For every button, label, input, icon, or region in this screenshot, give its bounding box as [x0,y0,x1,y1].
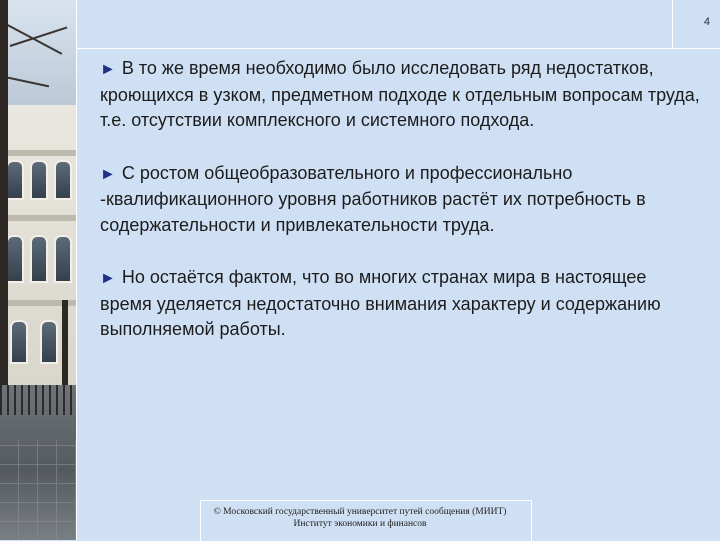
building-window [54,160,72,200]
bullet-arrow-icon: ► [100,270,116,287]
building-window [6,235,24,283]
paragraph-2 [100,161,700,239]
building-window [30,235,48,283]
building-photo [0,0,76,540]
fence [0,385,76,415]
building-cornice [0,215,76,221]
paragraph-text: Но остаётся фактом, что во многих странах мира в настоящее время уделяется недостаточно внимания характеру и содержанию выполняемой работы. [100,267,661,339]
page-number: 4 [703,16,710,28]
paragraph-3 [100,265,700,343]
building-window [6,160,24,200]
slide-content [100,56,700,343]
building-window [30,160,48,200]
building-window [54,235,72,283]
building-window [10,320,28,364]
frame-line-top [76,48,720,49]
paving-tiles [0,440,76,540]
paragraph-1 [100,56,700,134]
photo-sky [0,0,76,120]
building-cornice [0,150,76,156]
footer-line-1: © Московский государственный университет путей сообщения (МИИТ) [213,507,507,517]
footer-line-2: Институт экономики и финансов [293,519,427,529]
footer [150,506,570,530]
paragraph-text: С ростом общеобразовательного и профессионально -квалификационного уровня работников растёт их потребность в содержательности и привлекательности труда. [100,162,646,235]
bullet-arrow-icon: ► [100,165,116,183]
building-window [40,320,58,364]
frame-line-left [76,0,77,540]
page-number-box [672,0,720,48]
paragraph-text: В то же время необходимо было исследовать ряд недостатков, кроющихся в узком, предметном подходе к отдельным вопросам труда, т.е. отсутствии комплексного и системного подхода. [100,58,700,130]
bullet-arrow-icon: ► [100,61,116,78]
